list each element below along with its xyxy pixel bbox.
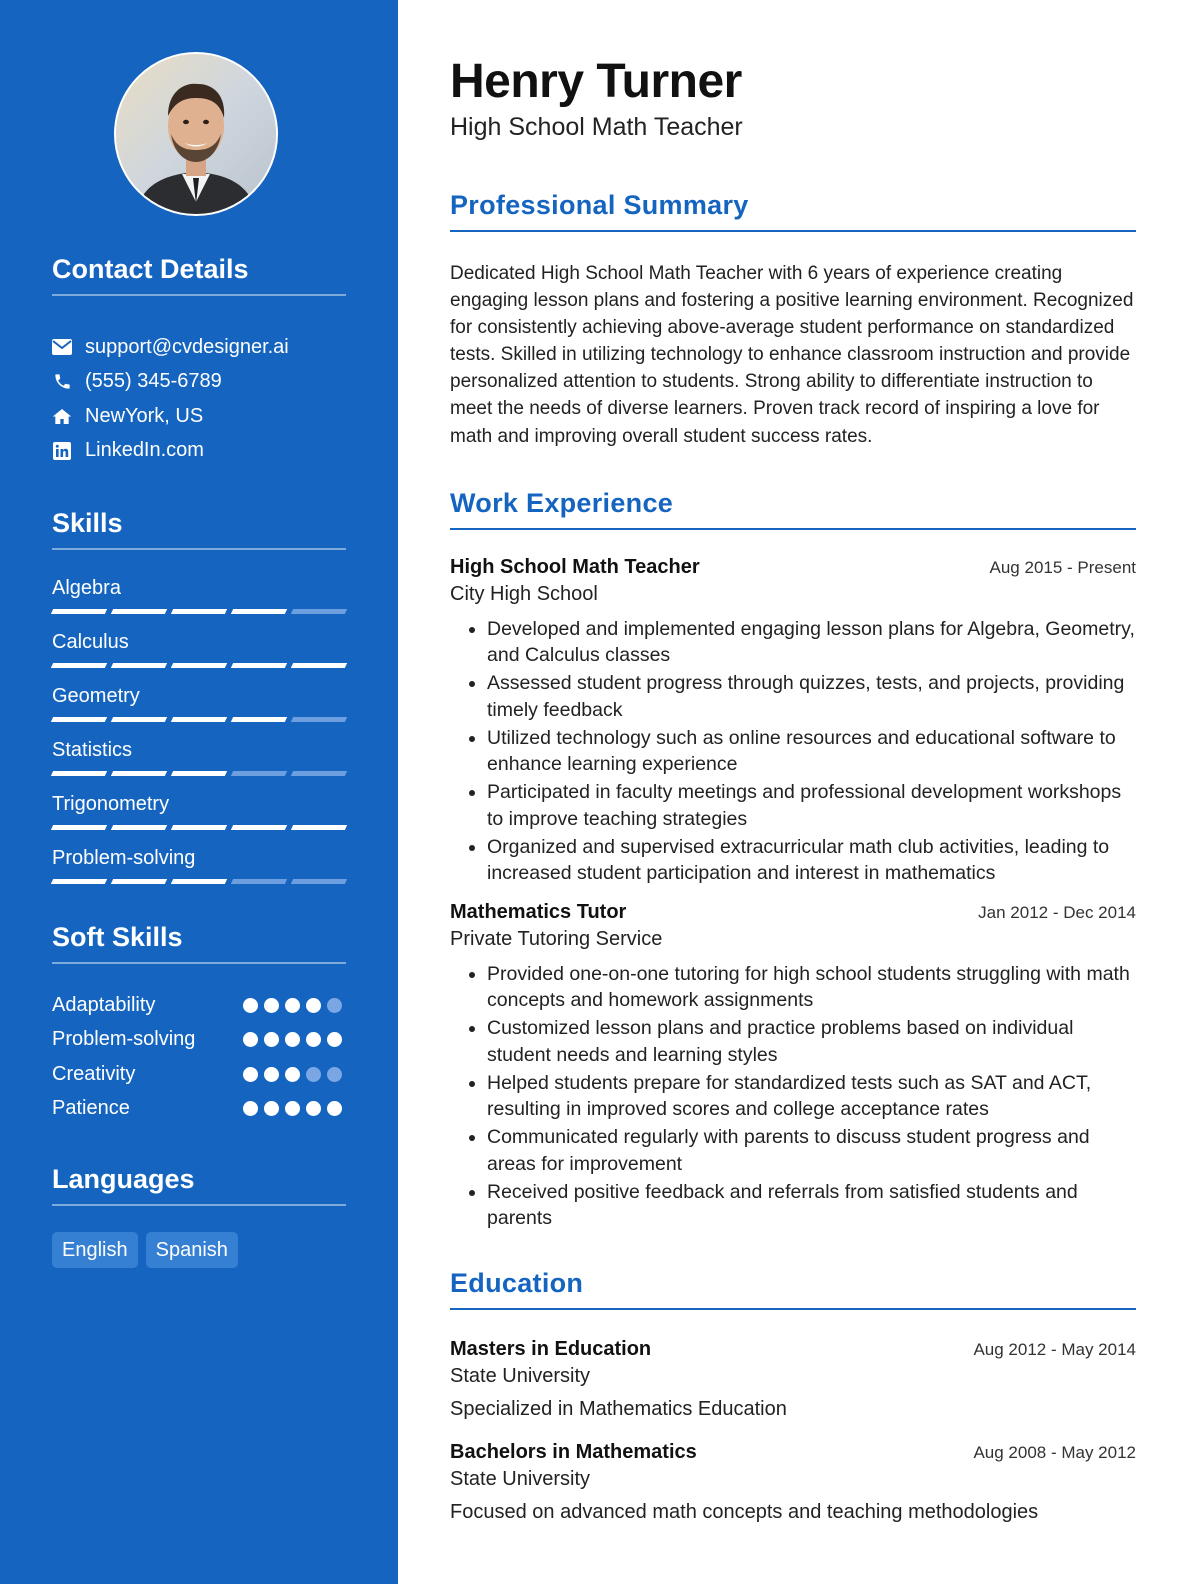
skill-level-segment <box>51 609 107 614</box>
skill-name: Geometry <box>52 685 140 707</box>
skill-level-segment <box>171 825 227 830</box>
skill-level-segment <box>111 717 167 722</box>
job-dates: Jan 2012 - Dec 2014 <box>978 902 1136 922</box>
education-school: State University <box>450 1364 591 1387</box>
skill-level-segment <box>51 879 107 884</box>
skill-level-bar <box>52 663 346 668</box>
skill-level-segment <box>111 663 167 668</box>
job-entry <box>450 556 1136 887</box>
candidate-title: High School Math Teacher <box>450 113 743 141</box>
skill-item <box>52 575 346 614</box>
job-bullet: • Utilized technology such as online resources and educational software to enhance learning experience <box>487 725 1136 778</box>
job-bullet: • Helped students prepare for standardized tests such as SAT and ACT, resulting in improved scores and college acceptance rates <box>487 1070 1136 1123</box>
skill-level-segment <box>111 609 167 614</box>
skill-level-segment <box>291 717 347 722</box>
skill-level-segment <box>51 717 107 722</box>
rating-dot <box>243 1032 258 1047</box>
skill-name: Trigonometry <box>52 793 170 815</box>
job-bullet: • Assessed student progress through quizzes, tests, and projects, providing timely feedback <box>487 670 1136 723</box>
skill-level-bar <box>52 771 346 776</box>
contact-heading: Contact Details <box>52 254 346 296</box>
rating-dot <box>243 1101 258 1116</box>
skill-level-segment <box>291 609 347 614</box>
avatar-portrait-icon <box>116 54 276 214</box>
summary-heading: Professional Summary <box>450 190 1136 232</box>
soft-skill-rating <box>243 1101 342 1116</box>
job-bullet: • Customized lesson plans and practice problems based on individual student needs and learning styles <box>487 1015 1136 1068</box>
education-dates: Aug 2008 - May 2012 <box>973 1442 1136 1462</box>
sidebar <box>0 0 398 1584</box>
soft-skill-rating <box>243 1067 342 1082</box>
education-heading: Education <box>450 1268 1136 1310</box>
home-icon <box>52 406 72 426</box>
rating-dot <box>306 1101 321 1116</box>
soft-skill-item <box>52 1023 346 1058</box>
job-dates: Aug 2015 - Present <box>989 557 1136 577</box>
education-degree: Bachelors in Mathematics <box>450 1440 697 1463</box>
skills-list <box>52 575 346 884</box>
soft-skill-item <box>52 1057 346 1092</box>
skill-level-segment <box>111 879 167 884</box>
education-entry <box>450 1441 1136 1524</box>
skill-item <box>52 791 346 830</box>
rating-dot <box>285 1032 300 1047</box>
contact-email[interactable] <box>52 330 346 365</box>
skill-item <box>52 683 346 722</box>
education-description: Focused on advanced math concepts and teaching methodologies <box>450 1500 1039 1523</box>
contact-linkedin[interactable] <box>52 434 346 469</box>
contact-location <box>52 399 346 434</box>
contact-email-text: support@cvdesigner.ai <box>85 335 289 358</box>
education-dates: Aug 2012 - May 2014 <box>973 1339 1136 1359</box>
skill-level-bar <box>52 717 346 722</box>
job-bullets <box>450 616 1136 887</box>
skill-name: Statistics <box>52 739 133 761</box>
skill-level-segment <box>231 771 287 776</box>
skill-item <box>52 737 346 776</box>
skill-level-segment <box>171 771 227 776</box>
education-entry <box>450 1338 1136 1421</box>
rating-dot <box>327 1101 342 1116</box>
skill-level-segment <box>171 663 227 668</box>
job-bullet: • Organized and supervised extracurricular math club activities, leading to increased student participation and interest in mathematics <box>487 834 1136 887</box>
phone-icon <box>52 372 72 392</box>
soft-skill-name: Patience <box>52 1097 130 1120</box>
rating-dot <box>306 1067 321 1082</box>
contact-location-text: NewYork, US <box>85 404 204 427</box>
main-content <box>398 0 1200 1584</box>
skill-level-segment <box>171 717 227 722</box>
skill-level-segment <box>231 879 287 884</box>
language-tag: Spanish <box>146 1232 238 1268</box>
skill-level-segment <box>291 771 347 776</box>
skill-level-bar <box>52 609 346 614</box>
job-bullet: • Developed and implemented engaging lesson plans for Algebra, Geometry, and Calculus classes <box>487 616 1136 669</box>
languages-list <box>52 1232 346 1268</box>
skill-level-segment <box>51 771 107 776</box>
skill-level-segment <box>291 663 347 668</box>
contact-list <box>52 330 346 468</box>
job-organization: City High School <box>450 582 598 605</box>
contact-phone-text: (555) 345-6789 <box>85 370 222 393</box>
skill-level-segment <box>231 825 287 830</box>
soft-skill-name: Problem-solving <box>52 1028 196 1051</box>
rating-dot <box>285 998 300 1013</box>
job-bullet: • Participated in faculty meetings and professional development workshops to improve teaching strategies <box>487 779 1136 832</box>
skill-level-segment <box>291 879 347 884</box>
skill-level-segment <box>51 663 107 668</box>
job-title: High School Math Teacher <box>450 555 700 578</box>
rating-dot <box>306 998 321 1013</box>
summary-text: Dedicated High School Math Teacher with 6 years of experience creating engaging lesson plans and fostering a positive learning environment. Recognized for consistently achieving above-average student performance on standardized tests. Skilled in utilizing technology to enhance classroom instruction and provide personalized attention to students. Strong ability to differentiate instruction to meet the needs of diverse learners. Proven track record of inspiring a love for math and improving overall student success rates. <box>450 263 1134 447</box>
job-entry <box>450 901 1136 1232</box>
skill-level-segment <box>51 825 107 830</box>
soft-skill-name: Creativity <box>52 1062 136 1085</box>
skill-name: Algebra <box>52 577 121 599</box>
rating-dot <box>327 998 342 1013</box>
job-organization: Private Tutoring Service <box>450 927 663 950</box>
soft-skill-item <box>52 1092 346 1127</box>
education-description: Specialized in Mathematics Education <box>450 1397 787 1420</box>
soft-skill-item <box>52 988 346 1023</box>
rating-dot <box>285 1067 300 1082</box>
rating-dot <box>264 1101 279 1116</box>
job-bullet: • Received positive feedback and referrals from satisfied students and parents <box>487 1179 1136 1232</box>
soft-skill-name: Adaptability <box>52 993 156 1016</box>
skill-level-segment <box>111 825 167 830</box>
skill-item <box>52 629 346 668</box>
rating-dot <box>264 1032 279 1047</box>
soft-skill-rating <box>243 998 342 1013</box>
work-heading: Work Experience <box>450 488 1136 530</box>
job-bullets <box>450 961 1136 1232</box>
soft-skills-heading: Soft Skills <box>52 922 346 964</box>
skill-level-segment <box>291 825 347 830</box>
skill-level-segment <box>111 771 167 776</box>
job-bullet: • Communicated regularly with parents to discuss student progress and areas for improvement <box>487 1124 1136 1177</box>
skill-name: Problem-solving <box>52 847 196 869</box>
linkedin-icon <box>52 441 72 461</box>
skill-name: Calculus <box>52 631 129 653</box>
rating-dot <box>264 998 279 1013</box>
skill-level-bar <box>52 879 346 884</box>
contact-phone[interactable] <box>52 365 346 400</box>
skill-level-bar <box>52 825 346 830</box>
soft-skill-rating <box>243 1032 342 1047</box>
skill-level-segment <box>231 663 287 668</box>
education-school: State University <box>450 1467 591 1490</box>
rating-dot <box>306 1032 321 1047</box>
education-degree: Masters in Education <box>450 1337 652 1360</box>
skill-level-segment <box>231 609 287 614</box>
candidate-name: Henry Turner <box>450 55 742 108</box>
avatar <box>114 52 278 216</box>
rating-dot <box>243 1067 258 1082</box>
job-bullet: • Provided one-on-one tutoring for high school students struggling with math concepts and homework assignments <box>487 961 1136 1014</box>
skill-level-segment <box>231 717 287 722</box>
language-tag: English <box>52 1232 138 1268</box>
avatar-container <box>46 52 346 216</box>
skill-level-segment <box>171 879 227 884</box>
skills-heading: Skills <box>52 508 346 550</box>
skill-item <box>52 845 346 884</box>
rating-dot <box>243 998 258 1013</box>
contact-linkedin-text: LinkedIn.com <box>85 439 204 462</box>
rating-dot <box>264 1067 279 1082</box>
rating-dot <box>285 1101 300 1116</box>
rating-dot <box>327 1067 342 1082</box>
envelope-icon <box>52 337 72 357</box>
job-title: Mathematics Tutor <box>450 900 627 923</box>
skill-level-segment <box>171 609 227 614</box>
languages-heading: Languages <box>52 1164 346 1206</box>
rating-dot <box>327 1032 342 1047</box>
soft-skills-list <box>52 988 346 1126</box>
